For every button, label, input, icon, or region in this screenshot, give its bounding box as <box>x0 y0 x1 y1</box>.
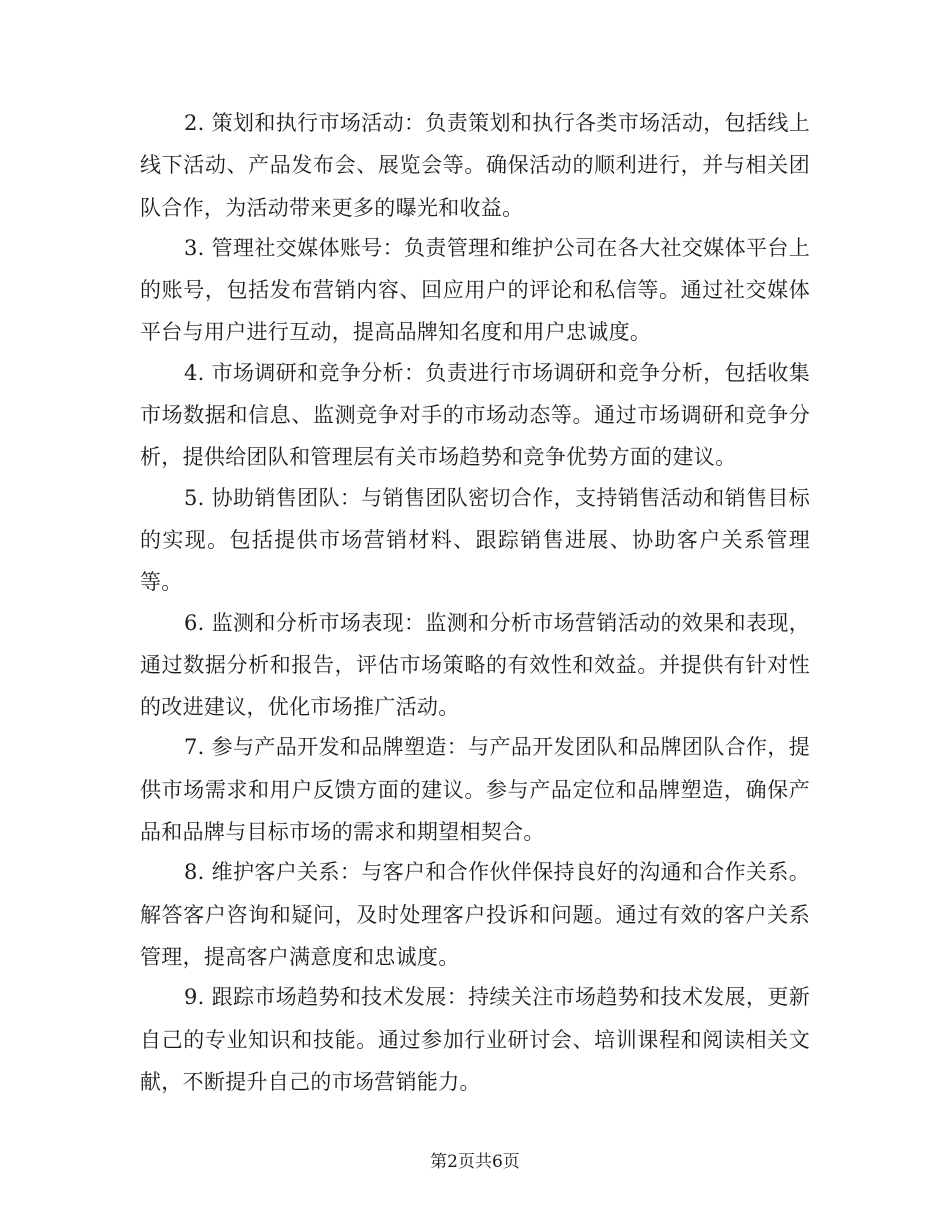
paragraph-item-7: 7. 参与产品开发和品牌塑造：与产品开发团队和品牌团队合作，提供市场需求和用户反馈方面的建议。参与产品定位和品牌塑造，确保产品和品牌与目标市场的需求和期望相契合。 <box>140 735 810 845</box>
paragraph-item-6: 6. 监测和分析市场表现：监测和分析市场营销活动的效果和表现，通过数据分析和报告，评估市场策略的有效性和效益。并提供有针对性的改进建议，优化市场推广活动。 <box>140 610 810 720</box>
paragraph-item-2: 2. 策划和执行市场活动：负责策划和执行各类市场活动，包括线上线下活动、产品发布会、展览会等。确保活动的顺利进行，并与相关团队合作，为活动带来更多的曝光和收益。 <box>140 111 810 220</box>
paragraph-item-5: 5. 协助销售团队：与销售团队密切合作，支持销售活动和销售目标的实现。包括提供市场营销材料、跟踪销售进展、协助客户关系管理等。 <box>140 485 810 595</box>
paragraph-item-9: 9. 跟踪市场趋势和技术发展：持续关注市场趋势和技术发展，更新自己的专业知识和技能。通过参加行业研讨会、培训课程和阅读相关文献，不断提升自己的市场营销能力。 <box>140 985 810 1094</box>
paragraph-item-4: 4. 市场调研和竞争分析：负责进行市场调研和竞争分析，包括收集市场数据和信息、监测竞争对手的市场动态等。通过市场调研和竞争分析，提供给团队和管理层有关市场趋势和竞争优势方面的建议。 <box>140 360 810 470</box>
paragraph-item-8: 8. 维护客户关系：与客户和合作伙伴保持良好的沟通和合作关系。解答客户咨询和疑问，及时处理客户投诉和问题。通过有效的客户关系管理，提高客户满意度和忠诚度。 <box>140 860 810 969</box>
page-number-footer: 第2页共6页 <box>430 1152 520 1172</box>
paragraph-item-3: 3. 管理社交媒体账号：负责管理和维护公司在各大社交媒体平台上的账号，包括发布营销内容、回应用户的评论和私信等。通过社交媒体平台与用户进行互动，提高品牌知名度和用户忠诚度。 <box>140 235 810 345</box>
document-body <box>140 102 810 1101</box>
